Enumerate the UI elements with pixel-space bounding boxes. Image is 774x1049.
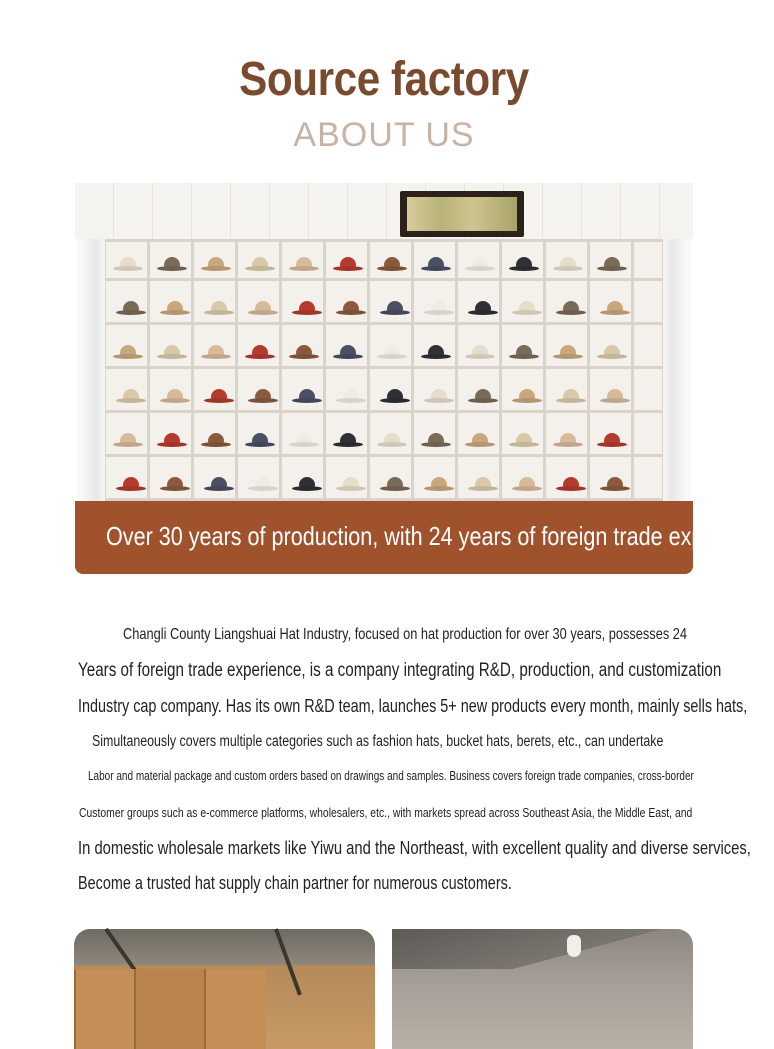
intro-line-4: Simultaneously covers multiple categories such as fashion hats, bucket hats, berets, etc., can undertake	[92, 733, 664, 750]
hat-item	[292, 389, 322, 405]
hat-item	[509, 345, 539, 361]
hat-item	[465, 257, 495, 273]
showroom-photo	[75, 183, 693, 501]
hat-item	[421, 257, 451, 273]
wall-painting	[400, 191, 524, 237]
hat-item	[377, 345, 407, 361]
intro-line-1: Changli County Liangshuai Hat Industry, focused on hat production for over 30 years, possesses 24	[123, 626, 688, 643]
hat-item	[113, 433, 143, 449]
workshop-photo	[392, 929, 693, 1049]
hat-item	[245, 257, 275, 273]
hat-item	[512, 389, 542, 405]
hat-item	[377, 257, 407, 273]
hat-item	[468, 389, 498, 405]
hat-item	[204, 301, 234, 317]
hat-item	[160, 477, 190, 493]
hat-item	[160, 301, 190, 317]
hat-item	[380, 477, 410, 493]
hat-item	[377, 433, 407, 449]
hat-item	[248, 301, 278, 317]
hat-item	[336, 389, 366, 405]
intro-line-5: Labor and material package and custom orders based on drawings and samples. Business covers foreign trade companies, cross-border	[88, 769, 694, 783]
hat-item	[245, 345, 275, 361]
hat-item	[201, 345, 231, 361]
hat-item	[113, 345, 143, 361]
wall-panels	[75, 183, 693, 239]
hat-item	[509, 433, 539, 449]
intro-line-6: Customer groups such as e-commerce platforms, wholesalers, etc., with markets spread across Southeast Asia, the Middle East, and	[79, 805, 693, 820]
hat-item	[289, 345, 319, 361]
hat-item	[292, 477, 322, 493]
hat-item	[553, 257, 583, 273]
hat-item	[160, 389, 190, 405]
intro-line-7: In domestic wholesale markets like Yiwu and the Northeast, with excellent quality and diverse services,	[78, 837, 751, 858]
curtain-left	[75, 239, 105, 501]
hat-item	[597, 345, 627, 361]
hat-item	[468, 301, 498, 317]
hat-item	[248, 389, 278, 405]
hat-item	[116, 301, 146, 317]
hat-item	[157, 257, 187, 273]
hat-item	[468, 477, 498, 493]
hat-item	[600, 301, 630, 317]
hat-item	[289, 433, 319, 449]
hat-item	[333, 433, 363, 449]
hat-item	[553, 345, 583, 361]
hat-item	[157, 345, 187, 361]
hat-item	[204, 389, 234, 405]
hat-item	[380, 301, 410, 317]
hat-item	[289, 257, 319, 273]
hat-item	[116, 477, 146, 493]
hat-item	[424, 389, 454, 405]
hat-item	[600, 477, 630, 493]
hat-item	[292, 301, 322, 317]
hat-item	[424, 477, 454, 493]
hat-item	[600, 389, 630, 405]
banner-text: Over 30 years of production, with 24 years of foreign trade experience	[106, 521, 774, 551]
hat-item	[553, 433, 583, 449]
hat-item	[509, 257, 539, 273]
hat-item	[204, 477, 234, 493]
lamp-icon	[567, 935, 581, 957]
experience-banner	[75, 501, 774, 574]
hat-item	[201, 257, 231, 273]
hat-item	[113, 257, 143, 273]
hat-item	[380, 389, 410, 405]
page-title: Source factory	[239, 53, 529, 106]
hat-item	[421, 433, 451, 449]
hat-item	[512, 301, 542, 317]
hat-item	[465, 433, 495, 449]
hat-item	[201, 433, 231, 449]
hat-item	[248, 477, 278, 493]
hat-item	[336, 477, 366, 493]
hat-item	[556, 389, 586, 405]
hat-item	[333, 257, 363, 273]
hat-display-items	[103, 239, 665, 501]
intro-line-3: Industry cap company. Has its own R&D team, launches 5+ new products every month, mainly sells hats,	[78, 696, 748, 716]
hat-item	[597, 257, 627, 273]
page-subtitle: ABOUT US	[293, 116, 475, 154]
hat-item	[556, 477, 586, 493]
hat-item	[333, 345, 363, 361]
warehouse-photo	[74, 929, 375, 1049]
intro-line-2: Years of foreign trade experience, is a company integrating R&D, production, and customization	[78, 660, 722, 681]
curtain-right	[663, 239, 693, 501]
hat-item	[157, 433, 187, 449]
hat-item	[512, 477, 542, 493]
hat-item	[421, 345, 451, 361]
hat-item	[245, 433, 275, 449]
hat-item	[336, 301, 366, 317]
hat-item	[556, 301, 586, 317]
intro-line-8: Become a trusted hat supply chain partner for numerous customers.	[78, 873, 512, 893]
hat-item	[424, 301, 454, 317]
hat-item	[116, 389, 146, 405]
hat-item	[597, 433, 627, 449]
hat-item	[465, 345, 495, 361]
